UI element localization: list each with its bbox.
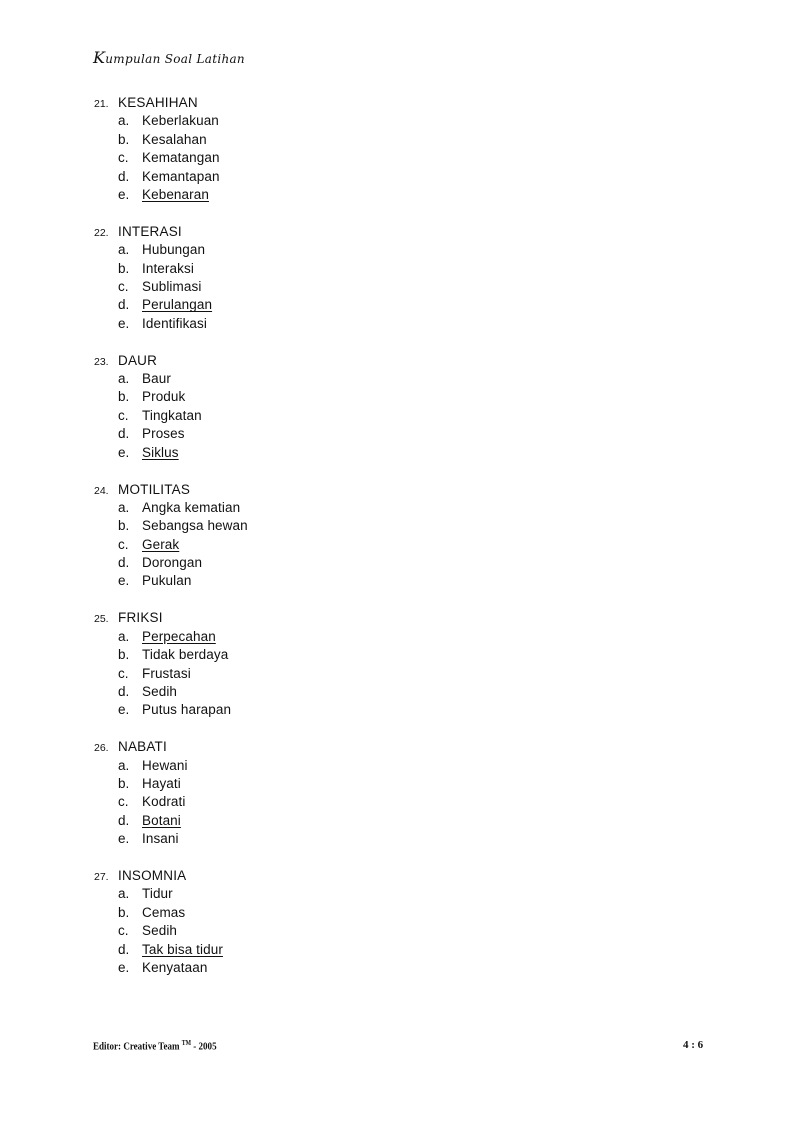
option-text: Identifikasi — [142, 315, 207, 331]
option-letter: e. — [118, 831, 130, 847]
question-heading — [94, 739, 714, 757]
answer-option — [118, 169, 714, 187]
answer-option — [118, 297, 714, 315]
answer-option — [118, 702, 714, 720]
header-title-capital: K — [93, 48, 106, 67]
option-text: Tidur — [142, 886, 173, 902]
option-text: Kemantapan — [142, 168, 220, 184]
question-number: 21. — [94, 98, 109, 110]
answer-option — [118, 647, 714, 665]
option-letter: d. — [118, 941, 130, 957]
option-text-correct-answer: Tak bisa tidur — [142, 941, 223, 957]
option-text: Dorongan — [142, 555, 203, 571]
answer-option — [118, 242, 714, 260]
question-word: INTERASI — [118, 223, 182, 239]
option-text: Tidak berdaya — [142, 647, 229, 663]
option-text: Sublimasi — [142, 279, 202, 295]
option-text: Putus harapan — [142, 702, 232, 718]
answer-option — [118, 261, 714, 279]
answer-option — [118, 794, 714, 812]
question-item — [94, 224, 714, 334]
option-letter: c. — [118, 794, 129, 810]
question-item — [94, 739, 714, 849]
option-letter: d. — [118, 683, 130, 699]
answer-option — [118, 555, 714, 573]
option-letter: c. — [118, 536, 129, 552]
question-item — [94, 95, 714, 205]
option-text-correct-answer: Siklus — [142, 444, 179, 460]
answer-option — [118, 408, 714, 426]
option-text: Kematangan — [142, 150, 220, 166]
option-letter: e. — [118, 960, 130, 976]
option-text: Hewani — [142, 757, 188, 773]
question-number: 25. — [94, 613, 109, 626]
option-letter: d. — [118, 555, 130, 571]
option-letter: d. — [118, 426, 130, 442]
answer-option — [118, 684, 714, 702]
footer-editor — [93, 1039, 217, 1053]
question-item — [94, 610, 714, 720]
answer-option — [118, 132, 714, 150]
option-letter: b. — [118, 260, 130, 276]
option-text: Hayati — [142, 776, 181, 791]
option-letter: c. — [118, 150, 129, 166]
question-word: FRIKSI — [118, 610, 163, 626]
question-heading — [94, 482, 714, 500]
answer-option — [118, 629, 714, 647]
question-word: KESAHIHAN — [118, 95, 198, 110]
answer-option — [118, 518, 714, 536]
option-letter: d. — [118, 297, 130, 313]
footer-editor-prefix: Editor: Creative Team — [93, 1040, 180, 1053]
option-letter: b. — [118, 389, 130, 405]
option-letter: a. — [118, 499, 130, 515]
option-text: Baur — [142, 371, 171, 387]
option-text: Tingkatan — [142, 407, 202, 423]
option-text: Interaksi — [142, 260, 194, 276]
answer-option — [118, 113, 714, 131]
option-letter: a. — [118, 113, 130, 129]
option-text: Produk — [142, 389, 186, 405]
option-letter: c. — [118, 923, 129, 939]
answer-option — [118, 942, 714, 960]
answer-option — [118, 500, 714, 518]
question-heading — [94, 610, 714, 628]
answer-option — [118, 905, 714, 923]
option-text: Hubungan — [142, 242, 206, 258]
question-item — [94, 482, 714, 592]
option-text: Proses — [142, 426, 185, 442]
answer-option — [118, 389, 714, 407]
question-number: 26. — [94, 742, 109, 755]
page-number: 4 : 6 — [683, 1039, 704, 1051]
option-text: Insani — [142, 831, 179, 847]
footer-trademark: TM — [181, 1039, 192, 1047]
option-letter: a. — [118, 757, 130, 773]
option-text: Sedih — [142, 923, 178, 939]
option-letter: b. — [118, 131, 130, 147]
answer-option — [118, 426, 714, 444]
option-letter: d. — [118, 168, 130, 184]
document-header-title — [93, 48, 245, 67]
answer-option — [118, 573, 714, 591]
answer-option — [118, 316, 714, 334]
answer-option — [118, 537, 714, 555]
question-number: 22. — [94, 226, 109, 239]
answer-option — [118, 445, 714, 463]
option-letter: a. — [118, 628, 130, 644]
option-text: Frustasi — [142, 665, 191, 681]
option-letter: c. — [118, 279, 129, 295]
answer-option — [118, 923, 714, 941]
option-letter: a. — [118, 371, 130, 387]
option-text: Kenyataan — [142, 960, 208, 976]
option-text: Kesalahan — [142, 131, 207, 147]
answer-option — [118, 831, 714, 849]
option-letter: a. — [118, 242, 130, 258]
option-letter: b. — [118, 518, 130, 534]
answer-option — [118, 776, 714, 794]
answer-option — [118, 960, 714, 978]
option-text-correct-answer: Perpecahan — [142, 628, 216, 644]
question-heading — [94, 95, 714, 113]
option-letter: c. — [118, 665, 129, 681]
footer-editor-year: - 2005 — [191, 1040, 217, 1053]
option-text: Sedih — [142, 683, 178, 699]
question-number: 23. — [94, 355, 109, 368]
option-text-correct-answer: Perulangan — [142, 297, 213, 313]
answer-option — [118, 758, 714, 776]
option-text: Cemas — [142, 904, 186, 920]
option-letter: c. — [118, 407, 129, 423]
option-text-correct-answer: Botani — [142, 812, 181, 828]
option-letter: d. — [118, 812, 130, 828]
answer-option — [118, 666, 714, 684]
option-text-correct-answer: Gerak — [142, 536, 180, 552]
option-letter: e. — [118, 573, 130, 589]
option-letter: e. — [118, 315, 130, 331]
question-word: INSOMNIA — [118, 868, 187, 884]
answer-option — [118, 813, 714, 831]
option-letter: e. — [118, 702, 130, 718]
question-item — [94, 353, 714, 463]
question-word: NABATI — [118, 739, 167, 755]
answer-option — [118, 187, 714, 205]
question-number: 27. — [94, 871, 109, 884]
option-text: Pukulan — [142, 573, 192, 589]
question-number: 24. — [94, 484, 109, 497]
answer-option — [118, 886, 714, 904]
option-letter: a. — [118, 886, 130, 902]
option-letter: b. — [118, 904, 130, 920]
question-heading — [94, 353, 714, 371]
option-text: Angka kematian — [142, 499, 241, 515]
option-letter: b. — [118, 776, 130, 791]
option-text-correct-answer: Kebenaran — [142, 186, 209, 202]
option-letter: e. — [118, 444, 130, 460]
option-letter: e. — [118, 186, 130, 202]
option-text: Keberlakuan — [142, 113, 219, 129]
question-item — [94, 868, 714, 978]
question-word: DAUR — [118, 352, 158, 368]
option-text: Kodrati — [142, 794, 186, 810]
question-word: MOTILITAS — [118, 481, 191, 497]
option-letter: b. — [118, 647, 130, 663]
answer-option — [118, 371, 714, 389]
answer-option — [118, 150, 714, 168]
question-heading — [94, 224, 714, 242]
question-list — [94, 95, 714, 997]
question-heading — [94, 868, 714, 886]
page-footer — [93, 1039, 590, 1053]
header-title-rest: umpulan Soal Latihan — [105, 52, 245, 66]
answer-option — [118, 279, 714, 297]
option-text: Sebangsa hewan — [142, 518, 248, 534]
